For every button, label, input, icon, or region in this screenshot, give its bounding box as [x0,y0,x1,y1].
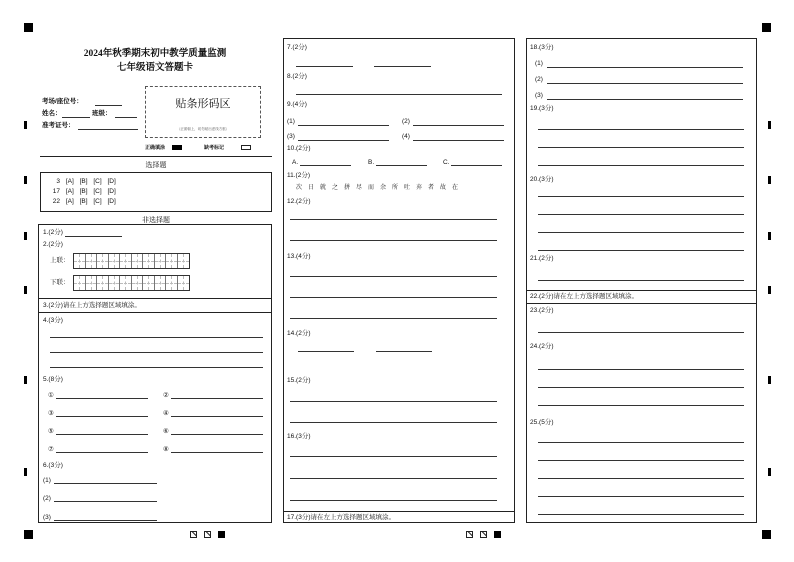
choice-row [52,198,120,205]
grid-cell[interactable] [74,254,86,268]
grid-cell[interactable] [132,276,144,290]
q13-answer-line[interactable] [290,318,497,319]
question-number: 3 [56,178,60,185]
q18-mark: (1) [535,60,543,67]
correct-fill-sample [172,145,182,150]
q12-answer-line[interactable] [290,240,497,241]
q16-answer-line[interactable] [290,456,497,457]
q9-answer-line[interactable] [413,140,504,141]
q1-answer-line[interactable] [65,236,122,237]
grid-cell[interactable] [97,276,109,290]
q7-answer-line[interactable] [374,66,431,67]
q20-answer-line[interactable] [538,250,744,251]
q21-label: 21.(2分) [530,255,554,262]
q18-answer-line[interactable] [547,99,743,100]
q10-answer-line[interactable] [451,165,502,166]
timing-mark [24,376,27,384]
q25-answer-line[interactable] [538,514,744,515]
q25-label: 25.(5分) [530,419,554,426]
q5-answer-line[interactable] [56,452,148,453]
grid-cell[interactable] [178,276,190,290]
q10-mark: B. [368,159,375,166]
timing-mark [768,286,771,294]
q7-label: 7.(2分) [287,44,307,51]
q4-answer-line[interactable] [50,352,263,353]
q24-answer-line[interactable] [538,405,744,406]
q18-mark: (2) [535,76,543,83]
grid-cell[interactable] [97,254,109,268]
q5-answer-line[interactable] [171,452,263,453]
name-field[interactable] [62,117,90,118]
option-c[interactable]: [C] [93,178,102,185]
grid-cell[interactable] [132,254,144,268]
q18-mark: (3) [535,92,543,99]
option-a[interactable]: [A] [65,178,74,185]
question-number: 22 [52,198,60,205]
q9-label: 9.(4分) [287,101,307,108]
grid-cell[interactable] [109,276,121,290]
q18-answer-line[interactable] [547,67,743,68]
q10-answer-line[interactable] [376,165,427,166]
q2-label: 2.(2分) [43,241,63,248]
corner-mark-bottom-left [24,530,33,539]
page-mark-solid [218,531,225,538]
q23-label: 23.(2分) [530,307,554,314]
timing-mark [24,176,27,184]
q13-label: 13.(4分) [287,253,311,260]
q2-lower-label: 下联： [50,279,70,286]
q5-answer-line[interactable] [56,416,148,417]
q10-label: 10.(2分) [287,145,311,152]
option-a[interactable]: [A] [65,198,74,205]
q6-answer-line[interactable] [54,501,157,502]
timing-mark [768,468,771,476]
q9-answer-line[interactable] [298,140,389,141]
barcode-area [145,86,261,138]
q8-label: 8.(2分) [287,73,307,80]
q4-answer-line[interactable] [50,367,263,368]
q6-answer-line[interactable] [54,483,157,484]
grid-cell[interactable] [120,254,132,268]
q9-mark: (2) [402,118,410,125]
grid-cell[interactable] [86,254,98,268]
absent-mark-label: 缺考标记 [204,145,225,151]
q1-label: 1.(2分) [43,229,63,236]
q5-mark: ⑤ [48,428,54,435]
divider [526,290,757,291]
timing-mark [24,232,27,240]
q7-answer-line[interactable] [296,66,353,67]
q4-label: 4.(3分) [43,317,63,324]
grid-cell[interactable] [109,254,121,268]
q2-lower-grid[interactable] [73,275,190,291]
corner-mark-bottom-right [762,530,771,539]
q20-label: 20.(3分) [530,176,554,183]
page-title: 2024年秋季期末初中教学质量监测 [83,49,227,59]
class-label: 班级： [92,110,112,117]
choice-row [52,178,120,185]
q19-answer-line[interactable] [538,147,744,148]
option-c[interactable]: [C] [93,188,102,195]
option-c[interactable]: [C] [93,198,102,205]
q12-label: 12.(2分) [287,198,311,205]
q5-mark: ④ [163,410,169,417]
q5-mark: ③ [48,410,54,417]
option-d[interactable]: [D] [107,178,116,185]
q6-mark: (3) [43,514,51,521]
q4-answer-line[interactable] [50,337,263,338]
grid-cell[interactable] [86,276,98,290]
q5-mark: ⑦ [48,446,54,453]
q6-answer-line[interactable] [54,520,157,521]
page-mark-solid [494,531,501,538]
option-b[interactable]: [B] [79,198,88,205]
grid-cell[interactable] [166,254,178,268]
q5-answer-line[interactable] [171,398,263,399]
q2-upper-label: 上联： [50,257,70,264]
q13-answer-line[interactable] [290,297,497,298]
question-number: 17 [52,188,60,195]
q6-mark: (2) [43,495,51,502]
page-mark-slash [204,531,211,538]
q21-answer-line[interactable] [538,280,744,281]
grid-cell[interactable] [155,276,167,290]
q5-mark: ⑥ [163,428,169,435]
corner-mark-top-right [762,23,771,32]
q14-answer-line[interactable] [376,351,432,352]
q16-answer-line[interactable] [290,478,497,479]
barcode-title: 贴条形码区 [175,98,231,110]
q10-answer-line[interactable] [300,165,351,166]
q24-answer-line[interactable] [538,387,744,388]
q15-label: 15.(2分) [287,377,311,384]
class-field[interactable] [115,117,137,118]
name-label: 姓名： [42,110,62,117]
q25-answer-line[interactable] [538,478,744,479]
choice-row [52,188,120,195]
q13-answer-line[interactable] [290,276,497,277]
q9-mark: (4) [402,133,410,140]
choice-section-title: 选择题 [145,162,167,169]
q16-label: 16.(3分) [287,433,311,440]
divider [38,298,272,299]
q22-note: 22.(2分)请在左上方选择题区域填涂。 [530,293,638,300]
q19-answer-line[interactable] [538,129,744,130]
q8-answer-line[interactable] [296,94,502,95]
q16-answer-line[interactable] [290,500,497,501]
q17-note: 17.(3分)请在左上方选择题区域填涂。 [287,514,395,521]
option-b[interactable]: [B] [79,178,88,185]
q10-mark: A. [292,159,299,166]
grid-cell[interactable] [74,276,86,290]
option-d[interactable]: [D] [107,198,116,205]
q23-answer-line[interactable] [538,332,744,333]
q9-answer-line[interactable] [413,125,504,126]
timing-mark [24,468,27,476]
barcode-note: （正面朝上，切勿贴出虚线方框） [176,127,230,131]
absent-mark-box[interactable] [241,145,251,150]
answer-box-col2 [283,38,515,523]
q9-mark: (1) [287,118,295,125]
q11-text: 次日就之拼尽而余所吐弃者故在 [296,185,465,191]
q25-answer-line[interactable] [538,442,744,443]
admission-number-label: 准考证号： [42,122,75,129]
q14-answer-line[interactable] [298,351,354,352]
q6-mark: (1) [43,477,51,484]
q11-label: 11.(2分) [287,172,310,179]
q15-answer-line[interactable] [290,422,497,423]
corner-mark-top-left [24,23,33,32]
timing-mark [24,286,27,294]
q10-mark: C. [443,159,450,166]
divider [38,312,272,313]
correct-fill-label: 正确填涂 [145,145,166,151]
q18-answer-line[interactable] [547,83,743,84]
q18-label: 18.(3分) [530,44,554,51]
q24-answer-line[interactable] [538,369,744,370]
timing-mark [24,121,27,129]
q19-answer-line[interactable] [538,165,744,166]
q5-mark: ② [163,392,169,399]
timing-mark [768,176,771,184]
q20-answer-line[interactable] [538,196,744,197]
option-a[interactable]: [A] [65,188,74,195]
q5-mark: ① [48,392,54,399]
q14-label: 14.(2分) [287,330,311,337]
q24-label: 24.(2分) [530,343,554,350]
grid-cell[interactable] [143,254,155,268]
grid-cell[interactable] [166,276,178,290]
exam-seat-label: 考场/座位号： [42,98,83,105]
divider [526,303,757,304]
q20-answer-line[interactable] [538,232,744,233]
q19-label: 19.(3分) [530,105,554,112]
q5-label: 5.(8分) [43,376,63,383]
q9-mark: (3) [287,133,295,140]
q5-answer-line[interactable] [56,398,148,399]
q5-mark: ⑧ [163,446,169,453]
grid-cell[interactable] [120,276,132,290]
q9-answer-line[interactable] [298,125,389,126]
divider [283,511,515,512]
page-mark-slash [466,531,473,538]
q2-upper-grid[interactable] [73,253,190,269]
timing-mark [768,121,771,129]
q12-answer-line[interactable] [290,219,497,220]
q3-note: 3.(2分)请在上方选择题区域填涂。 [43,302,141,309]
timing-mark [768,376,771,384]
grid-cell[interactable] [143,276,155,290]
q15-answer-line[interactable] [290,401,497,402]
admission-number-field[interactable] [78,129,138,130]
option-b[interactable]: [B] [79,188,88,195]
page-mark-slash [480,531,487,538]
q20-answer-line[interactable] [538,214,744,215]
q5-answer-line[interactable] [171,416,263,417]
q5-answer-line[interactable] [56,434,148,435]
q25-answer-line[interactable] [538,460,744,461]
q25-answer-line[interactable] [538,496,744,497]
option-d[interactable]: [D] [107,188,116,195]
grid-cell[interactable] [155,254,167,268]
page-subtitle: 七年级语文答题卡 [116,63,193,73]
divider [40,156,272,157]
q6-label: 6.(3分) [43,462,63,469]
page-mark-slash [190,531,197,538]
q5-answer-line[interactable] [171,434,263,435]
exam-seat-field[interactable] [95,105,122,106]
nonchoice-section-title: 非选择题 [142,217,170,224]
timing-mark [768,232,771,240]
grid-cell[interactable] [178,254,190,268]
